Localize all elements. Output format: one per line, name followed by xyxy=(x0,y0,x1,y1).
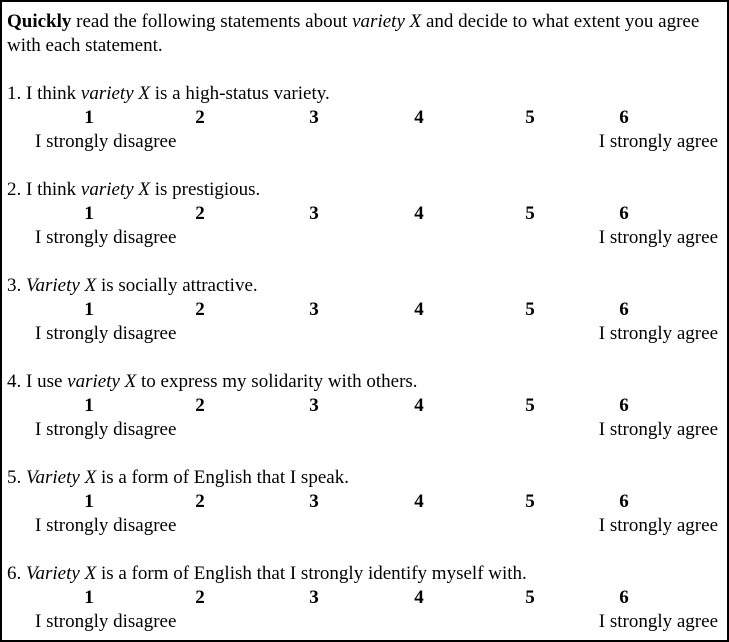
question-item-3 xyxy=(7,274,720,346)
scale-option-4[interactable]: 4 xyxy=(414,491,424,512)
scale-option-6[interactable]: 6 xyxy=(619,107,629,128)
scale-option-6[interactable]: 6 xyxy=(619,203,629,224)
anchor-max-label: I strongly agree xyxy=(598,515,718,536)
anchor-row-6 xyxy=(7,610,720,634)
scale-option-6[interactable]: 6 xyxy=(619,395,629,416)
statement-suffix: is a form of English that I speak. xyxy=(96,467,349,488)
anchor-max-label: I strongly agree xyxy=(598,227,718,248)
anchor-min-label: I strongly disagree xyxy=(35,323,177,344)
question-item-4 xyxy=(7,370,720,442)
statement-variety: Variety X xyxy=(26,563,97,584)
scale-option-4[interactable]: 4 xyxy=(414,299,424,320)
scale-option-3[interactable]: 3 xyxy=(309,203,319,224)
anchor-max-label: I strongly agree xyxy=(598,419,718,440)
anchor-min-label: I strongly disagree xyxy=(35,131,177,152)
statement-prefix: 1. I think xyxy=(7,83,81,104)
scale-option-5[interactable]: 5 xyxy=(525,395,535,416)
scale-option-2[interactable]: 2 xyxy=(195,491,205,512)
anchor-min-label: I strongly disagree xyxy=(35,611,177,632)
statement-variety: Variety X xyxy=(26,467,97,488)
rating-scale-6 xyxy=(7,586,720,610)
scale-option-5[interactable]: 5 xyxy=(525,491,535,512)
scale-option-5[interactable]: 5 xyxy=(525,107,535,128)
instructions-bold: Quickly xyxy=(7,11,72,32)
statement-variety: Variety X xyxy=(26,275,97,296)
scale-option-3[interactable]: 3 xyxy=(309,491,319,512)
statement-suffix: is prestigious. xyxy=(150,179,261,200)
scale-option-6[interactable]: 6 xyxy=(619,587,629,608)
question-item-1 xyxy=(7,82,720,154)
scale-option-5[interactable]: 5 xyxy=(525,587,535,608)
statement-variety: variety X xyxy=(80,179,150,200)
scale-option-1[interactable]: 1 xyxy=(84,491,94,512)
anchor-min-label: I strongly disagree xyxy=(35,227,177,248)
instructions-text-2: and decide to what extent you agree with each statement. xyxy=(7,11,700,56)
scale-option-1[interactable]: 1 xyxy=(84,587,94,608)
question-item-5 xyxy=(7,466,720,538)
anchor-min-label: I strongly disagree xyxy=(35,515,177,536)
question-statement-6 xyxy=(7,562,720,586)
statement-suffix: is socially attractive. xyxy=(96,275,258,296)
question-statement-1 xyxy=(7,82,720,106)
scale-option-2[interactable]: 2 xyxy=(195,299,205,320)
statement-prefix: 5. xyxy=(7,467,26,488)
scale-option-2[interactable]: 2 xyxy=(195,587,205,608)
statement-suffix: is a form of English that I strongly identify myself with. xyxy=(96,563,527,584)
scale-option-6[interactable]: 6 xyxy=(619,299,629,320)
anchor-row-3 xyxy=(7,322,720,346)
scale-option-3[interactable]: 3 xyxy=(309,587,319,608)
scale-option-6[interactable]: 6 xyxy=(619,491,629,512)
scale-option-2[interactable]: 2 xyxy=(195,395,205,416)
anchor-row-4 xyxy=(7,418,720,442)
rating-scale-5 xyxy=(7,490,720,514)
statement-variety: variety X xyxy=(80,83,150,104)
statement-prefix: 2. I think xyxy=(7,179,81,200)
question-statement-4 xyxy=(7,370,720,394)
question-item-2 xyxy=(7,178,720,250)
anchor-row-5 xyxy=(7,514,720,538)
statement-prefix: 4. I use xyxy=(7,371,68,392)
scale-option-2[interactable]: 2 xyxy=(195,203,205,224)
anchor-max-label: I strongly agree xyxy=(598,131,718,152)
question-item-6 xyxy=(7,562,720,634)
rating-scale-1 xyxy=(7,106,720,130)
rating-scale-3 xyxy=(7,298,720,322)
scale-option-1[interactable]: 1 xyxy=(84,107,94,128)
anchor-row-1 xyxy=(7,130,720,154)
scale-option-5[interactable]: 5 xyxy=(525,299,535,320)
anchor-row-2 xyxy=(7,226,720,250)
scale-option-3[interactable]: 3 xyxy=(309,395,319,416)
scale-option-4[interactable]: 4 xyxy=(414,203,424,224)
scale-option-4[interactable]: 4 xyxy=(414,587,424,608)
rating-scale-2 xyxy=(7,202,720,226)
statement-prefix: 3. xyxy=(7,275,26,296)
anchor-max-label: I strongly agree xyxy=(598,323,718,344)
instructions xyxy=(7,10,720,58)
question-statement-2 xyxy=(7,178,720,202)
rating-scale-4 xyxy=(7,394,720,418)
question-statement-5 xyxy=(7,466,720,490)
question-statement-3 xyxy=(7,274,720,298)
statement-prefix: 6. xyxy=(7,563,26,584)
scale-option-3[interactable]: 3 xyxy=(309,107,319,128)
instructions-variety: variety X xyxy=(352,11,422,32)
scale-option-1[interactable]: 1 xyxy=(84,299,94,320)
instructions-text-1: read the following statements about xyxy=(71,11,353,32)
anchor-max-label: I strongly agree xyxy=(598,611,718,632)
scale-option-3[interactable]: 3 xyxy=(309,299,319,320)
statement-suffix: to express my solidarity with others. xyxy=(136,371,418,392)
scale-option-5[interactable]: 5 xyxy=(525,203,535,224)
scale-option-2[interactable]: 2 xyxy=(195,107,205,128)
scale-option-1[interactable]: 1 xyxy=(84,395,94,416)
scale-option-4[interactable]: 4 xyxy=(414,107,424,128)
anchor-min-label: I strongly disagree xyxy=(35,419,177,440)
scale-option-1[interactable]: 1 xyxy=(84,203,94,224)
statement-suffix: is a high-status variety. xyxy=(150,83,330,104)
statement-variety: variety X xyxy=(67,371,137,392)
scale-option-4[interactable]: 4 xyxy=(414,395,424,416)
